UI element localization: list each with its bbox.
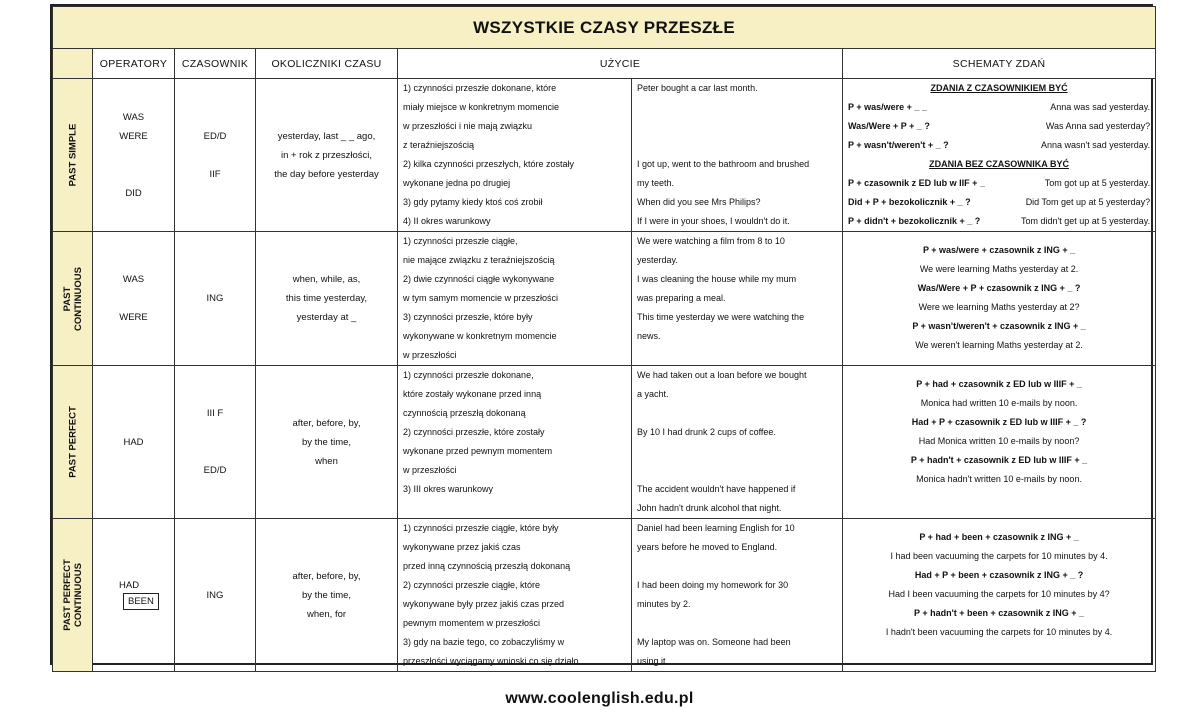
tense-name: CONTINUOUS [72, 266, 84, 331]
examples-cell [632, 79, 843, 232]
scheme-example: Had I been vacuuming the carpets for 10 minutes by 4? [888, 589, 1110, 599]
usage-line: miały miejsce w konkretnym momencie [403, 102, 560, 112]
row-past-perfect [53, 366, 1156, 519]
adverb-line: yesterday, last _ _ ago, [277, 130, 376, 142]
usage-line: 1) czynności przeszłe ciągłe, które były [403, 523, 559, 533]
usage-line: 3) gdy pytamy kiedy ktoś coś zrobił [403, 197, 543, 207]
scheme-formula: Was/Were + P + czasownik z ING + _ ? [917, 283, 1081, 293]
example-line [637, 98, 837, 117]
scheme-example: Anna was sad yesterday. [1050, 102, 1151, 112]
adverb-line: yesterday at _ [296, 312, 357, 323]
row-past-perfect-continuous [53, 519, 1156, 672]
example-line: This time yesterday we were watching the [637, 312, 805, 322]
scheme-example: We weren't learning Maths yesterday at 2. [915, 340, 1083, 350]
example-line: was preparing a meal. [637, 293, 726, 303]
usage-line: 4) II okres warunkowy [403, 216, 491, 226]
usage-cell [398, 232, 632, 366]
verb-form: ED/D [203, 465, 227, 476]
tense-name: PAST [61, 286, 73, 311]
usage-line: przeszłości wyciągamy wnioski co się działo [403, 656, 579, 666]
example-line: We were watching a film from 8 to 10 [637, 236, 785, 246]
scheme-example: I hadn't been vacuuming the carpets for 10 minutes by 4. [885, 627, 1113, 637]
usage-line: 2) dwie czynności ciągłe wykonywane [403, 274, 555, 284]
scheme-example: Had Monica written 10 e-mails by noon? [918, 436, 1080, 446]
scheme-example: I had been vacuuming the carpets for 10 minutes by 4. [890, 551, 1108, 561]
example-line: Daniel had been learning English for 10 [637, 523, 795, 533]
example-line: John hadn't drunk alcohol that night. [637, 503, 782, 513]
scheme-pair [848, 117, 1150, 136]
example-line: When did you see Mrs Philips? [637, 197, 761, 207]
usage-line: wykonywane przez jakiś czas [403, 542, 521, 552]
example-line: I got up, went to the bathroom and brushed [637, 159, 810, 169]
scheme-formula: P + hadn't + been + czasownik z ING + _ [914, 608, 1085, 618]
tense-name: PAST SIMPLE [67, 123, 78, 187]
scheme-formula: P + czasownik z ED lub w IIF + _ [848, 178, 985, 188]
row-past-simple [53, 79, 1156, 232]
usage-line: przed inną czynnością przeszłą dokonaną [403, 561, 571, 571]
scheme-formula: P + was/were + _ _ [848, 102, 927, 112]
scheme-example: Tom didn't get up at 5 yesterday. [1020, 216, 1151, 226]
tenses-table [52, 6, 1156, 672]
schemes-heading: ZDANIA BEZ CZASOWNIKA BYĆ [929, 159, 1069, 169]
usage-line: 3) III okres warunkowy [403, 484, 494, 494]
operator: HAD [119, 580, 140, 591]
scheme-formula: Did + P + bezokolicznik + _ ? [848, 197, 971, 207]
adverb-line: by the time, [301, 436, 352, 448]
scheme-pair [848, 174, 1150, 193]
scheme-example: Tom got up at 5 yesterday. [1044, 178, 1151, 188]
verb-form: ED/D [203, 130, 227, 142]
verb-form: ING [206, 589, 224, 601]
row-past-continuous [53, 232, 1156, 366]
scheme-formula: Had + P + been + czasownik z ING + _ ? [914, 570, 1084, 580]
header-adverbs: OKOLICZNIKI CZASU [256, 49, 398, 79]
usage-line: 1) czynności przeszłe dokonane, które [403, 83, 557, 93]
schemes-cell [843, 79, 1156, 232]
example-line: years before he moved to England. [637, 542, 778, 552]
tense-name: CONTINUOUS [72, 563, 84, 627]
example-line: If I were in your shoes, I wouldn't do it. [637, 216, 790, 226]
header-operators: OPERATORY [93, 49, 175, 79]
example-line: My laptop was on. Someone had been [637, 637, 791, 647]
header-schemes: SCHEMATY ZDAŃ [843, 49, 1156, 79]
usage-line: czynnością przeszłą dokonaną [403, 408, 526, 418]
operator: WAS [122, 274, 145, 285]
adverb-line: the day before yesterday [274, 168, 379, 180]
table-title: WSZYSTKIE CZASY PRZESZŁE [53, 7, 1156, 49]
usage-line: 3) czynności przeszłe, które były [403, 312, 533, 322]
example-line: We had taken out a loan before we bought [637, 370, 807, 380]
operator: WERE [119, 130, 148, 142]
adverb-line: when, for [306, 608, 347, 620]
usage-line: w tym samym momencie w przeszłości [403, 293, 559, 303]
usage-line: 1) czynności przeszłe dokonane, [403, 370, 534, 380]
example-line: my teeth. [637, 178, 675, 188]
example-line [637, 461, 837, 480]
usage-cell [398, 366, 632, 519]
adverbs-cell [256, 366, 398, 519]
header-row [53, 49, 1156, 79]
usage-line: które zostały wykonane przed inną [403, 389, 542, 399]
scheme-example: Was Anna sad yesterday? [1045, 121, 1151, 131]
scheme-formula: P + hadn't + czasownik z ED lub w IIIF + _ [910, 455, 1088, 465]
example-line: a yacht. [637, 389, 669, 399]
scheme-example: Monica hadn't written 10 e-mails by noon. [916, 474, 1082, 484]
usage-line: w przeszłości i nie mają związku [403, 121, 533, 131]
usage-line: 2) czynności przeszłe, które zostały [403, 427, 545, 437]
tense-label-past-continuous [53, 232, 93, 366]
example-line: By 10 I had drunk 2 cups of coffee. [637, 427, 776, 437]
tense-label-past-perfect [53, 366, 93, 519]
usage-line: w przeszłości [403, 350, 457, 360]
usage-cell [398, 519, 632, 672]
scheme-example: Monica had written 10 e-mails by noon. [920, 398, 1078, 408]
scheme-formula: P + wasn't/weren't + _ ? [848, 140, 949, 150]
example-line [637, 404, 837, 423]
verb-cell [175, 519, 256, 672]
scheme-formula: P + had + czasownik z ED lub w IIIF + _ [916, 379, 1082, 389]
adverb-line: after, before, by, [292, 570, 361, 582]
verb-form: IIF [209, 168, 221, 180]
scheme-pair [848, 212, 1150, 231]
scheme-formula: P + didn't + bezokolicznik + _ ? [848, 216, 981, 226]
adverb-line: after, before, by, [292, 417, 361, 429]
example-line [637, 614, 837, 633]
adverb-line: by the time, [301, 589, 352, 601]
verb-form: III F [206, 408, 224, 419]
scheme-example: Did Tom get up at 5 yesterday? [1025, 197, 1151, 207]
verb-cell [175, 366, 256, 519]
adverb-line: when [315, 455, 338, 467]
tense-name: PAST PERFECT [67, 406, 78, 478]
scheme-formula: P + wasn't/weren't + czasownik z ING + _ [912, 321, 1086, 331]
adverb-line: in + rok z przeszłości, [280, 149, 373, 161]
scheme-formula: P + was/were + czasownik z ING + _ [922, 245, 1076, 255]
scheme-example: We were learning Maths yesterday at 2. [919, 264, 1079, 274]
tenses-table-frame [50, 4, 1153, 665]
verb-cell [175, 79, 256, 232]
scheme-example: Were we learning Maths yesterday at 2? [918, 302, 1080, 312]
operators-cell [93, 519, 175, 672]
usage-cell [398, 79, 632, 232]
tense-label-past-simple [53, 79, 93, 232]
adverbs-cell [256, 519, 398, 672]
schemes-cell [843, 232, 1156, 366]
examples-cell [632, 366, 843, 519]
schemes-heading: ZDANIA Z CZASOWNIKIEM BYĆ [930, 83, 1068, 93]
operator: WAS [122, 111, 145, 123]
adverb-line: this time yesterday, [285, 293, 368, 304]
operator: DID [125, 187, 142, 199]
adverb-line: when, while, as, [292, 274, 361, 285]
usage-line: pewnym momentem w przeszłości [403, 618, 541, 628]
operator: WERE [119, 312, 148, 323]
scheme-pair [848, 98, 1150, 117]
usage-line: 2) czynności przeszłe ciągłe, które [403, 580, 541, 590]
usage-line: 3) gdy na bazie tego, co zobaczyliśmy w [403, 637, 565, 647]
tense-name: PAST PERFECT [61, 559, 73, 631]
operators-cell [93, 79, 175, 232]
been-box: BEEN [123, 593, 159, 610]
example-line: minutes by 2. [637, 599, 691, 609]
tense-label-past-perfect-continuous [53, 519, 93, 672]
scheme-example: Anna wasn't sad yesterday. [1040, 140, 1151, 150]
example-line: using it. [637, 656, 669, 666]
adverbs-cell [256, 232, 398, 366]
header-verb: CZASOWNIK [175, 49, 256, 79]
operators-cell [93, 232, 175, 366]
usage-line: nie mające związku z teraźniejszością [403, 255, 555, 265]
usage-line: w przeszłości [403, 465, 457, 475]
schemes-cell [843, 366, 1156, 519]
example-line: I had been doing my homework for 30 [637, 580, 789, 590]
usage-line: wykonane jedna po drugiej [403, 178, 511, 188]
scheme-formula: P + had + been + czasownik z ING + _ [919, 532, 1079, 542]
scheme-formula: Was/Were + P + _ ? [848, 121, 930, 131]
header-blank [53, 49, 93, 79]
usage-line: wykonane przed pewnym momentem [403, 446, 553, 456]
example-line [637, 557, 837, 576]
verb-cell [175, 232, 256, 366]
usage-line: 1) czynności przeszłe ciągłe, [403, 236, 518, 246]
example-line: I was cleaning the house while my mum [637, 274, 797, 284]
scheme-formula: Had + P + czasownik z ED lub w IIIF + _ ? [911, 417, 1087, 427]
adverbs-cell [256, 79, 398, 232]
usage-line: wykonywane w konkretnym momencie [403, 331, 557, 341]
examples-cell [632, 232, 843, 366]
examples-cell [632, 519, 843, 672]
example-line [637, 117, 837, 136]
usage-line: z teraźniejszością [403, 140, 475, 150]
example-line: Peter bought a car last month. [637, 83, 758, 93]
operator: HAD [123, 436, 144, 448]
header-usage: UŻYCIE [398, 49, 843, 79]
example-line: news. [637, 331, 661, 341]
footer-website: www.coolenglish.edu.pl [505, 690, 694, 707]
scheme-pair [848, 136, 1150, 155]
usage-line: wykonywane były przez jakiś czas przed [403, 599, 565, 609]
verb-form: ING [206, 293, 224, 304]
schemes-cell [843, 519, 1156, 672]
example-line: The accident wouldn't have happened if [637, 484, 796, 494]
example-line [637, 442, 837, 461]
operators-cell [93, 366, 175, 519]
usage-line: 2) kilka czynności przeszłych, które zostały [403, 159, 575, 169]
example-line: yesterday. [637, 255, 678, 265]
scheme-pair [848, 193, 1150, 212]
example-line [637, 136, 837, 155]
